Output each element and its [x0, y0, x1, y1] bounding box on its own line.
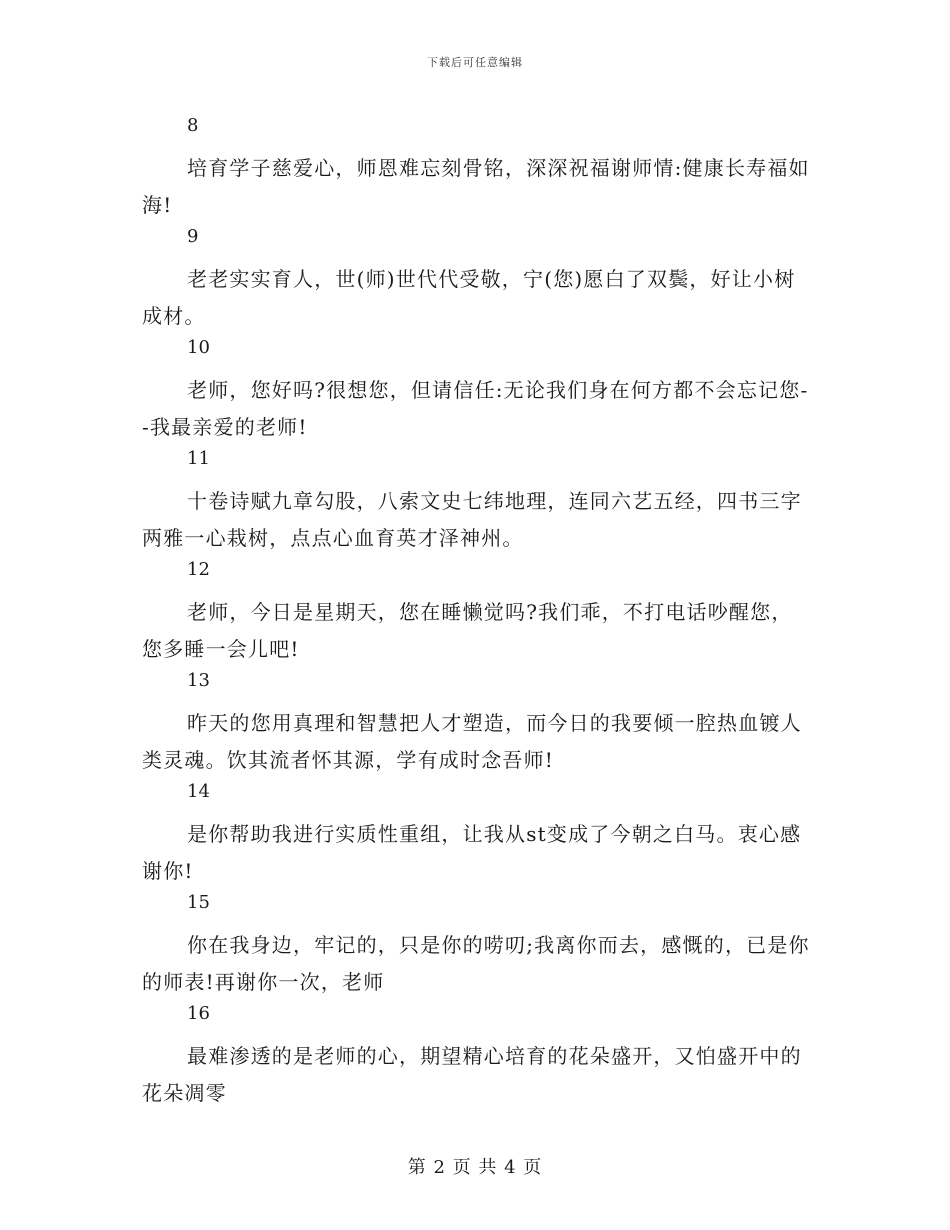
page-number-footer: 第 2 页 共 4 页 — [407, 1157, 543, 1178]
entry-9 — [142, 224, 810, 335]
entry-13 — [142, 668, 810, 779]
entry-text: 最难渗透的是老师的心，期望精心培育的花朵盛开，又怕盛开中的花朵凋零 — [142, 1044, 802, 1105]
entry-text: 昨天的您用真理和智慧把人才塑造，而今日的我要倾一腔热血镀人类灵魂。饮其流者怀其源，学有成时念吾师! — [142, 711, 802, 772]
entry-text: 十卷诗赋九章勾股，八索文史七纬地理，连同六艺五经，四书三字两雅一心栽树，点点心血育英才泽神州。 — [142, 489, 802, 550]
entry-12 — [142, 557, 810, 668]
entry-text: 培育学子慈爱心，师恩难忘刻骨铭，深深祝福谢师情:健康长寿福如海! — [142, 156, 810, 217]
entry-number: 13 — [187, 670, 210, 691]
page-header-note: 下载后可任意编辑 — [427, 56, 523, 69]
entry-number: 15 — [187, 892, 210, 913]
entry-text: 是你帮助我进行实质性重组，让我从st变成了今朝之白马。衷心感谢你! — [142, 822, 802, 883]
entry-16 — [142, 1001, 810, 1112]
entry-text: 老师，您好吗?很想您，但请信任:无论我们身在何方都不会忘记您--我最亲爱的老师! — [142, 378, 809, 439]
entry-number: 8 — [187, 115, 199, 136]
document-body — [142, 113, 810, 1112]
entry-number: 11 — [187, 448, 210, 469]
entry-text: 老老实实育人，世(师)世代代受敬，宁(您)愿白了双鬓，好让小树成材。 — [142, 267, 796, 328]
entry-14 — [142, 779, 810, 890]
entry-text: 老师，今日是星期天，您在睡懒觉吗?我们乖，不打电话吵醒您，您多睡一会儿吧! — [142, 600, 793, 661]
entry-number: 10 — [187, 337, 210, 358]
entry-number: 16 — [187, 1003, 210, 1024]
entry-15 — [142, 890, 810, 1001]
entry-number: 12 — [187, 559, 210, 580]
entry-10 — [142, 335, 810, 446]
entry-8 — [142, 113, 810, 224]
entry-text: 你在我身边，牢记的，只是你的唠叨;我离你而去，感慨的，已是你的师表!再谢你一次，老师 — [142, 933, 810, 994]
entry-number: 14 — [187, 781, 210, 802]
entry-number: 9 — [187, 226, 199, 247]
entry-11 — [142, 446, 810, 557]
